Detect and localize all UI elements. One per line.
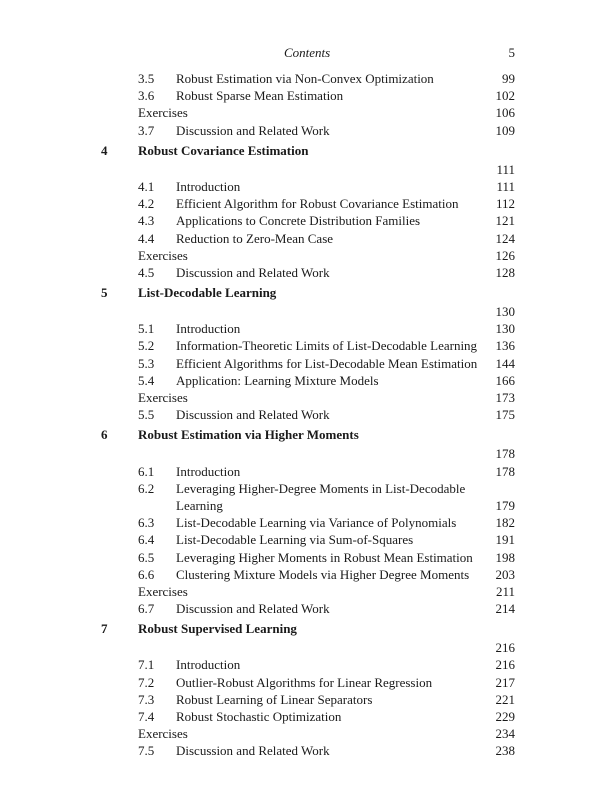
page-number: 182 [495, 515, 515, 531]
section-number: 6.2 [138, 480, 155, 496]
page-number: 124 [495, 230, 515, 246]
toc-entry[interactable] [0, 406, 613, 423]
toc-entry[interactable] [0, 389, 613, 406]
section-title: Learning [176, 497, 223, 513]
toc-entry[interactable] [0, 122, 613, 139]
section-title: List-Decodable Learning via Sum-of-Squares [176, 532, 414, 548]
section-title: Leveraging Higher-Degree Moments in List-Decodable [176, 480, 466, 496]
running-head-title: Contents [284, 45, 331, 60]
section-title: Introduction [176, 657, 241, 673]
page-number: 216 [495, 640, 515, 656]
page-number: 234 [495, 726, 515, 742]
chapter-title: Robust Covariance Estimation [138, 142, 309, 158]
section-title: Efficient Algorithms for List-Decodable Mean Estimation [176, 355, 478, 371]
toc-entry[interactable] [0, 583, 613, 600]
page-number: 221 [495, 691, 515, 707]
page-number: 179 [495, 497, 515, 513]
page-number: 130 [495, 304, 515, 320]
chapter-number: 5 [101, 285, 108, 301]
toc-entry[interactable] [0, 178, 613, 195]
section-title: Introduction [176, 321, 241, 337]
section-title: Exercises [138, 390, 188, 405]
toc-chapter-entry[interactable] [0, 139, 613, 161]
section-number: 7.4 [138, 709, 155, 724]
toc-entry-continuation[interactable] [0, 497, 613, 514]
section-number: 4.3 [138, 213, 155, 229]
section-number: 4.5 [138, 264, 155, 280]
toc-entry[interactable] [0, 212, 613, 229]
page-number: 99 [502, 71, 515, 86]
section-title: Robust Estimation via Non-Convex Optimization [176, 71, 434, 86]
toc-entry[interactable] [0, 337, 613, 354]
section-number: 5.2 [138, 338, 155, 354]
section-title: Information-Theoretic Limits of List-Decodable Learning [176, 338, 478, 354]
section-title: Outlier-Robust Algorithms for Linear Regression [176, 674, 433, 690]
toc-entry[interactable] [0, 320, 613, 337]
page-number: 173 [495, 390, 515, 405]
page-number: 102 [495, 88, 515, 104]
toc-entry[interactable] [0, 372, 613, 389]
toc-entry[interactable] [0, 247, 613, 264]
toc-entry[interactable] [0, 264, 613, 281]
page-number: 214 [495, 601, 515, 617]
section-title: Introduction [176, 178, 241, 194]
section-title: Robust Sparse Mean Estimation [176, 88, 344, 104]
toc-entry[interactable] [0, 691, 613, 708]
toc-chapter-entry[interactable] [0, 423, 613, 445]
section-title: Discussion and Related Work [176, 601, 330, 617]
toc-entry[interactable] [0, 104, 613, 121]
toc-chapter-page-row[interactable] [0, 161, 613, 178]
chapter-number: 6 [101, 427, 108, 443]
toc-entry[interactable] [0, 725, 613, 742]
section-title: Exercises [138, 105, 188, 121]
toc-entry[interactable] [0, 742, 613, 759]
section-title: List-Decodable Learning via Variance of Polynomials [176, 515, 457, 531]
page-number: 229 [495, 709, 515, 724]
section-title: Introduction [176, 463, 241, 479]
section-number: 7.2 [138, 674, 155, 690]
page-number: 121 [495, 213, 515, 229]
section-number: 5.5 [138, 407, 155, 423]
toc-entry[interactable] [0, 514, 613, 531]
page-number: 211 [495, 583, 515, 599]
toc-entry[interactable] [0, 230, 613, 247]
section-number: 6.1 [138, 463, 155, 479]
page-number: 178 [495, 446, 515, 462]
page-number: 111 [496, 161, 515, 177]
toc-entry[interactable] [0, 566, 613, 583]
table-of-contents [0, 70, 613, 760]
page-number: 191 [495, 532, 515, 548]
running-head [0, 45, 613, 63]
page-number: 198 [495, 549, 515, 565]
section-number: 3.7 [138, 122, 155, 138]
toc-entry[interactable] [0, 195, 613, 212]
chapter-title: Robust Supervised Learning [138, 621, 297, 637]
page-number: 130 [495, 321, 515, 337]
running-head-page-number: 5 [508, 45, 515, 60]
toc-entry[interactable] [0, 70, 613, 87]
toc-entry[interactable] [0, 600, 613, 617]
section-title: Application: Learning Mixture Models [176, 372, 379, 388]
section-title: Exercises [138, 247, 188, 263]
section-title: Discussion and Related Work [176, 407, 330, 423]
section-title: Robust Stochastic Optimization [176, 709, 342, 724]
section-number: 5.1 [138, 321, 155, 337]
section-number: 6.4 [138, 532, 155, 548]
page-number: 111 [496, 178, 515, 194]
page-number: 128 [495, 264, 515, 280]
toc-entry[interactable] [0, 463, 613, 480]
section-title: Discussion and Related Work [176, 743, 330, 759]
section-number: 6.6 [138, 566, 155, 582]
section-number: 7.3 [138, 691, 155, 707]
section-number: 3.5 [138, 71, 155, 86]
section-number: 4.2 [138, 196, 155, 212]
toc-entry[interactable] [0, 480, 613, 497]
section-number: 4.1 [138, 178, 155, 194]
section-number: 4.4 [138, 230, 155, 246]
section-title: Exercises [138, 726, 188, 742]
toc-entry[interactable] [0, 674, 613, 691]
section-title: Leveraging Higher Moments in Robust Mean Estimation [176, 549, 473, 565]
chapter-title: List-Decodable Learning [138, 285, 277, 301]
page-number: 238 [495, 743, 515, 759]
section-number: 7.5 [138, 743, 155, 759]
page-number: 216 [495, 657, 515, 673]
section-title: Reduction to Zero-Mean Case [176, 230, 334, 246]
chapter-number: 4 [101, 142, 108, 158]
page-number: 178 [495, 463, 515, 479]
section-number: 6.7 [138, 601, 155, 617]
page-number: 126 [495, 247, 515, 263]
page-number: 109 [495, 122, 515, 138]
toc-entry[interactable] [0, 531, 613, 548]
toc-entry[interactable] [0, 355, 613, 372]
toc-chapter-page-row[interactable] [0, 445, 613, 462]
section-title: Discussion and Related Work [176, 122, 330, 138]
chapter-number: 7 [101, 621, 108, 637]
page-number: 175 [495, 407, 515, 423]
section-title: Discussion and Related Work [176, 264, 330, 280]
section-title: Robust Learning of Linear Separators [176, 691, 373, 707]
section-number: 7.1 [138, 657, 155, 673]
section-title: Applications to Concrete Distribution Families [176, 213, 421, 229]
page-number: 144 [495, 355, 515, 371]
toc-entry[interactable] [0, 708, 613, 725]
toc-entry[interactable] [0, 549, 613, 566]
section-number: 6.5 [138, 549, 155, 565]
page-number: 217 [495, 674, 515, 690]
toc-chapter-entry[interactable] [0, 281, 613, 303]
section-title: Efficient Algorithm for Robust Covariance Estimation [176, 196, 459, 212]
section-number: 6.3 [138, 515, 155, 531]
toc-chapter-page-row[interactable] [0, 303, 613, 320]
toc-chapter-entry[interactable] [0, 617, 613, 639]
toc-chapter-page-row[interactable] [0, 639, 613, 656]
section-number: 5.4 [138, 372, 155, 388]
section-number: 5.3 [138, 355, 155, 371]
toc-entry[interactable] [0, 656, 613, 673]
toc-entry[interactable] [0, 87, 613, 104]
page-number: 112 [495, 196, 515, 212]
section-title: Exercises [138, 583, 188, 599]
page-number: 106 [495, 105, 515, 121]
section-title: Clustering Mixture Models via Higher Degree Moments [176, 566, 470, 582]
chapter-title: Robust Estimation via Higher Moments [138, 427, 359, 443]
section-number: 3.6 [138, 88, 155, 104]
page-number: 166 [495, 372, 515, 388]
page-number: 203 [495, 566, 515, 582]
page-number: 136 [495, 338, 515, 354]
